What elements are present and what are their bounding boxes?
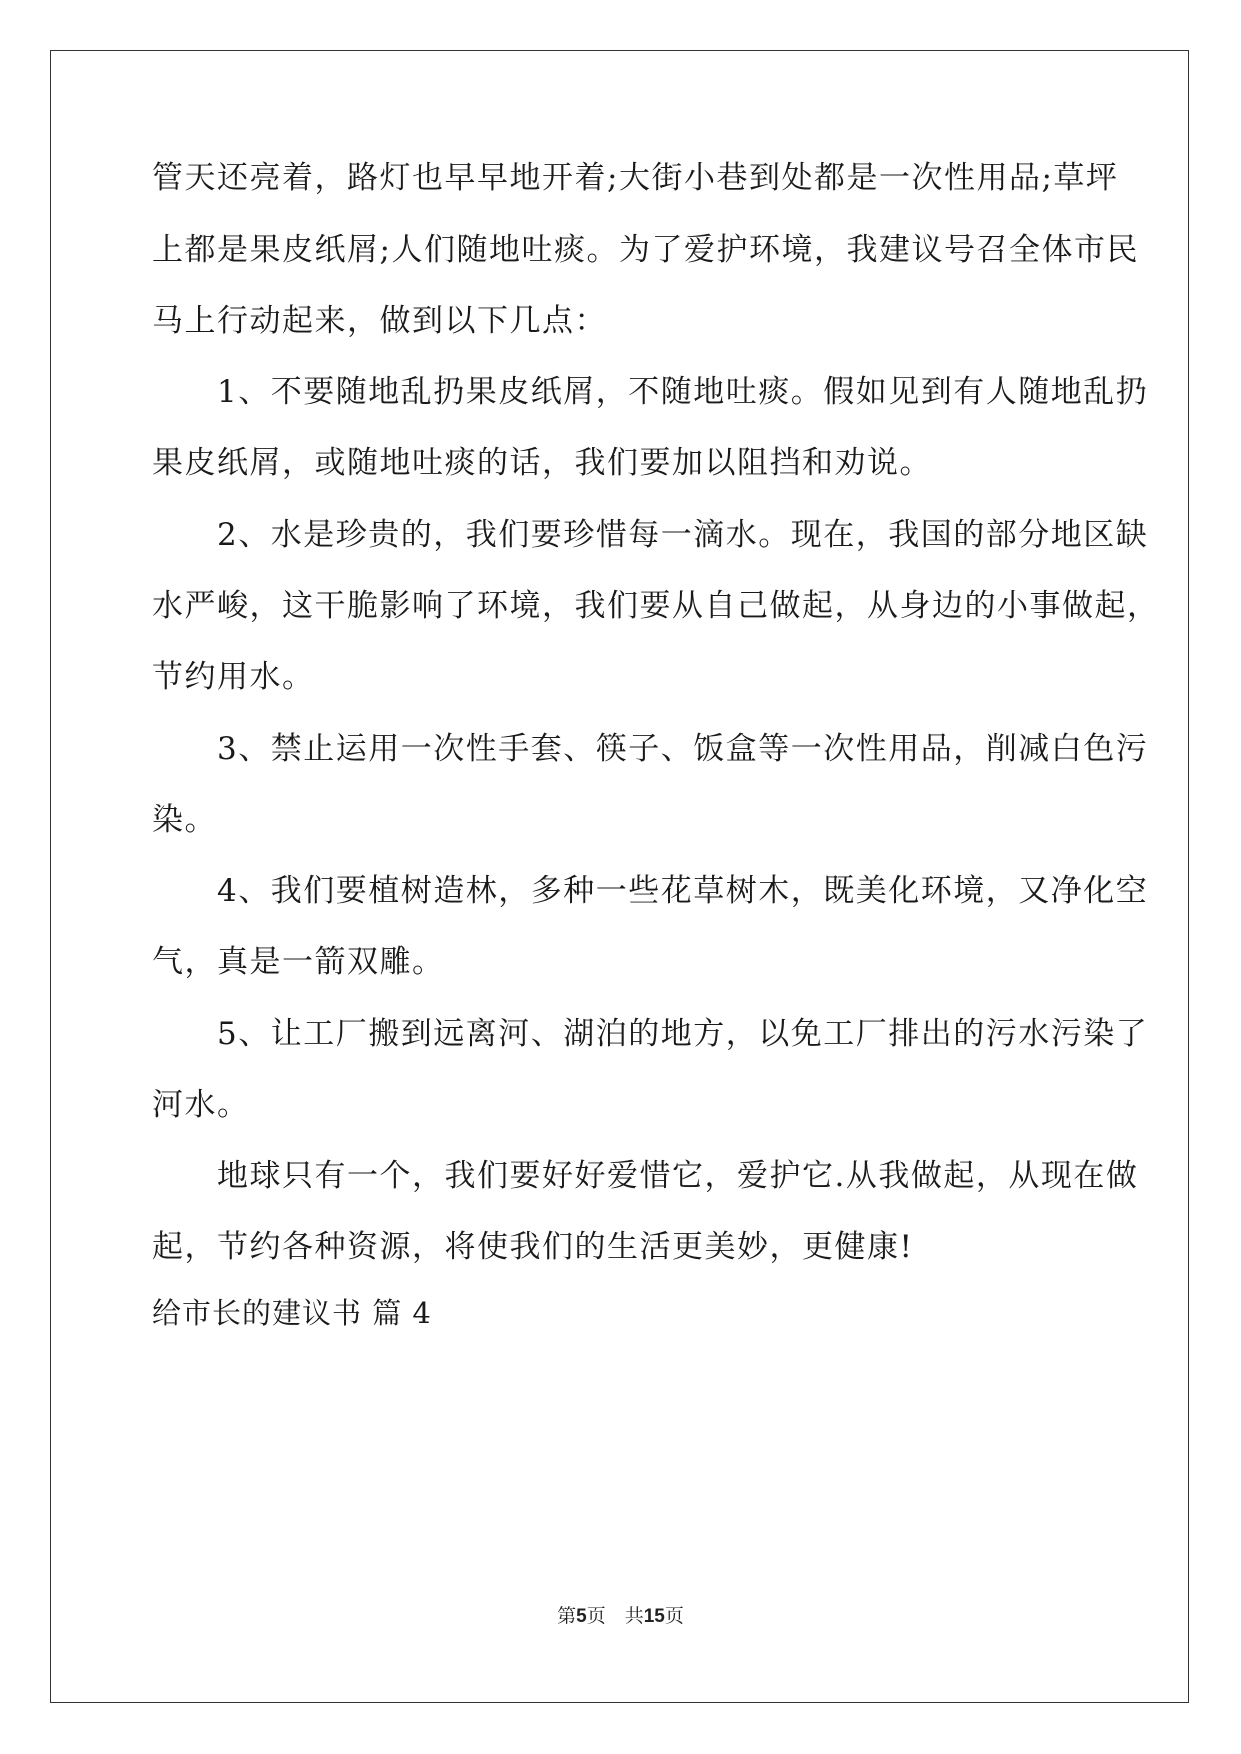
paragraph-line: 2、水是珍贵的，我们要珍惜每一滴水。现在，我国的部分地区缺 xyxy=(152,517,1149,553)
footer-suffix: 页 xyxy=(664,1605,684,1627)
section-heading: 给市长的建议书 篇 4 xyxy=(152,1296,432,1330)
paragraph-line: 3、禁止运用一次性手套、筷子、饭盒等一次性用品，削减白色污 xyxy=(152,731,1149,767)
paragraph-line: 水严峻，这干脆影响了环境，我们要从自己做起，从身边的小事做起， xyxy=(152,588,1160,624)
paragraph-line: 马上行动起来，做到以下几点： xyxy=(152,303,607,339)
total-pages-number: 15 xyxy=(643,1606,665,1627)
paragraph-line: 染。 xyxy=(152,802,217,838)
page-footer xyxy=(0,1604,1241,1629)
paragraph-line: 5、让工厂搬到远离河、湖泊的地方，以免工厂排出的污水污染了 xyxy=(152,1016,1149,1052)
paragraph-line: 管天还亮着，路灯也早早地开着;大街小巷到处都是一次性用品;草坪 xyxy=(152,160,1119,196)
paragraph-line: 起，节约各种资源，将使我们的生活更美妙，更健康! xyxy=(152,1229,914,1265)
paragraph-line: 4、我们要植树造林，多种一些花草树木，既美化环境，又净化空 xyxy=(152,873,1149,909)
paragraph-line: 上都是果皮纸屑;人们随地吐痰。为了爱护环境，我建议号召全体市民 xyxy=(152,232,1139,268)
paragraph-line: 果皮纸屑，或随地吐痰的话，我们要加以阻挡和劝说。 xyxy=(152,445,932,481)
paragraph-line: 河水。 xyxy=(152,1087,250,1123)
footer-prefix: 第 xyxy=(557,1605,577,1627)
current-page-number: 5 xyxy=(576,1606,587,1627)
paragraph-line: 节约用水。 xyxy=(152,659,315,695)
paragraph-line: 气，真是一箭双雕。 xyxy=(152,944,445,980)
paragraph-line: 1、不要随地乱扔果皮纸屑，不随地吐痰。假如见到有人随地乱扔 xyxy=(152,374,1149,410)
footer-middle: 页 共 xyxy=(586,1605,644,1627)
paragraph-line: 地球只有一个，我们要好好爱惜它，爱护它.从我做起，从现在做 xyxy=(152,1158,1139,1194)
